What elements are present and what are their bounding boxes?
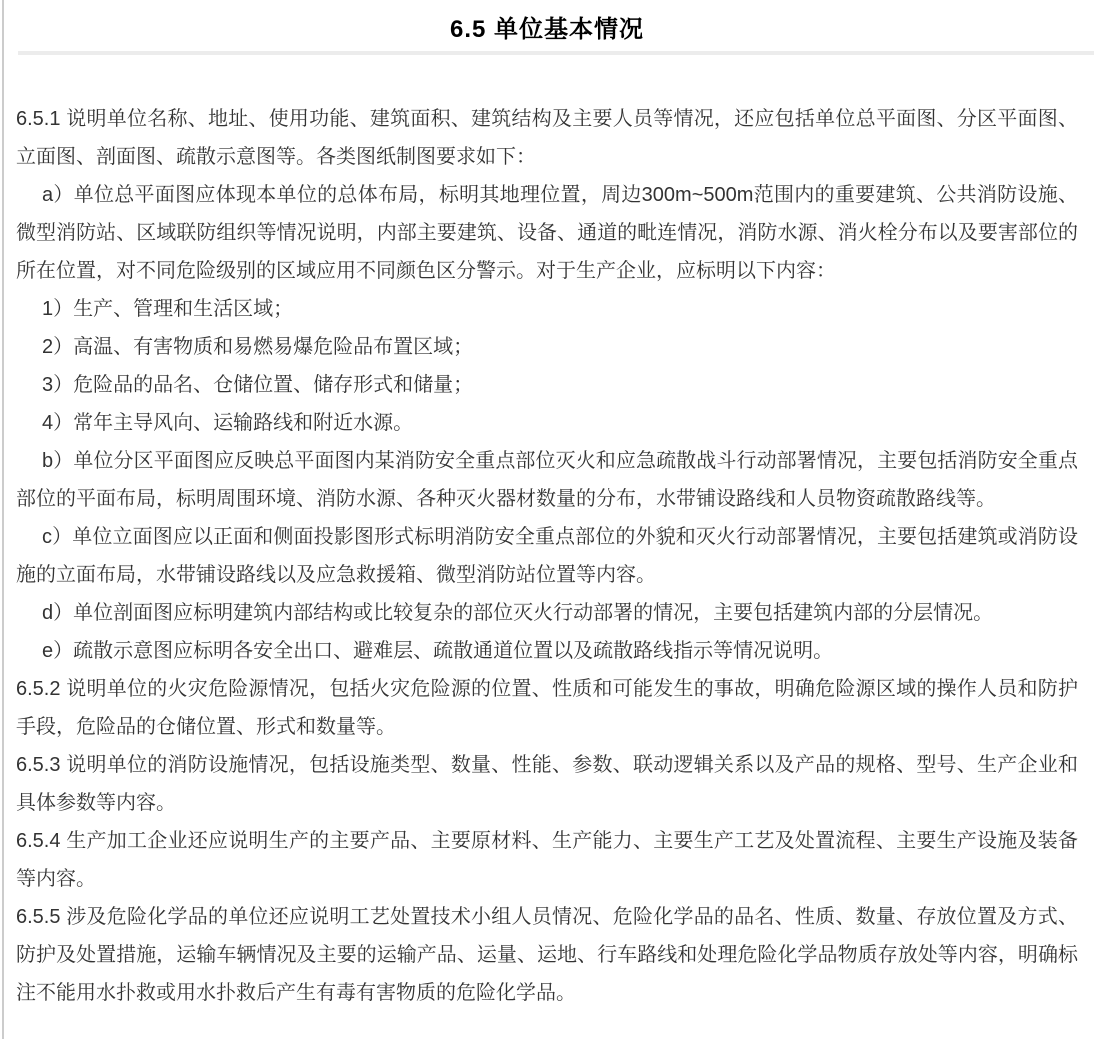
- paragraph: 6.5.2 说明单位的火灾危险源情况，包括火灾危险源的位置、性质和可能发生的事故，明确危险源区域的操作人员和防护手段，危险品的仓储位置、形式和数量等。: [16, 678, 1078, 738]
- paragraph: 2）高温、有害物质和易燃易爆危险品布置区域；: [42, 336, 474, 358]
- page-left-border-line: [2, 0, 4, 1039]
- paragraph: b）单位分区平面图应反映总平面图内某消防安全重点部位灭火和应急疏散战斗行动部署情况，主要包括消防安全重点部位的平面布局，标明周围环境、消防水源、各种灭火器材数量的分布，水带铺设路线和人员物资疏散路线等。: [16, 450, 1078, 510]
- paragraph: 6.5.4 生产加工企业还应说明生产的主要产品、主要原材料、生产能力、主要生产工艺及处置流程、主要生产设施及装备等内容。: [16, 830, 1078, 890]
- paragraph: 6.5.3 说明单位的消防设施情况，包括设施类型、数量、性能、参数、联动逻辑关系以及产品的规格、型号、生产企业和具体参数等内容。: [16, 754, 1078, 814]
- paragraph: 6.5.5 涉及危险化学品的单位还应说明工艺处置技术小组人员情况、危险化学品的品名、性质、数量、存放位置及方式、防护及处置措施，运输车辆情况及主要的运输产品、运量、运地、行车路线和处理危险化学品物质存放处等内容，明确标注不能用水扑救或用水扑救后产生有毒有害物质的危险化学品。: [16, 906, 1078, 1004]
- document-body: [0, 55, 1094, 1012]
- paragraph: a）单位总平面图应体现本单位的总体布局，标明其地理位置，周边300m~500m范围内的重要建筑、公共消防设施、微型消防站、区域联防组织等情况说明，内部主要建筑、设备、通道的毗连情况，消防水源、消火栓分布以及要害部位的所在位置，对不同危险级别的区域应用不同颜色区分警示。对于生产企业，应标明以下内容：: [16, 184, 1078, 282]
- section-title: 6.5 单位基本情况: [449, 16, 645, 43]
- paragraph: e）疏散示意图应标明各安全出口、避难层、疏散通道位置以及疏散路线指示等情况说明。: [42, 640, 834, 662]
- paragraph: c）单位立面图应以正面和侧面投影图形式标明消防安全重点部位的外貌和灭火行动部署情况，主要包括建筑或消防设施的立面布局，水带铺设路线以及应急救援箱、微型消防站位置等内容。: [16, 526, 1078, 586]
- paragraph: 3）危险品的品名、仓储位置、储存形式和储量；: [42, 374, 474, 396]
- paragraph: 6.5.1 说明单位名称、地址、使用功能、建筑面积、建筑结构及主要人员等情况，还应包括单位总平面图、分区平面图、立面图、剖面图、疏散示意图等。各类图纸制图要求如下：: [16, 108, 1078, 168]
- paragraph: 4）常年主导风向、运输路线和附近水源。: [42, 412, 414, 434]
- paragraph: d）单位剖面图应标明建筑内部结构或比较复杂的部位灭火行动部署的情况，主要包括建筑内部的分层情况。: [42, 602, 994, 624]
- paragraph: 1）生产、管理和生活区域；: [42, 298, 294, 320]
